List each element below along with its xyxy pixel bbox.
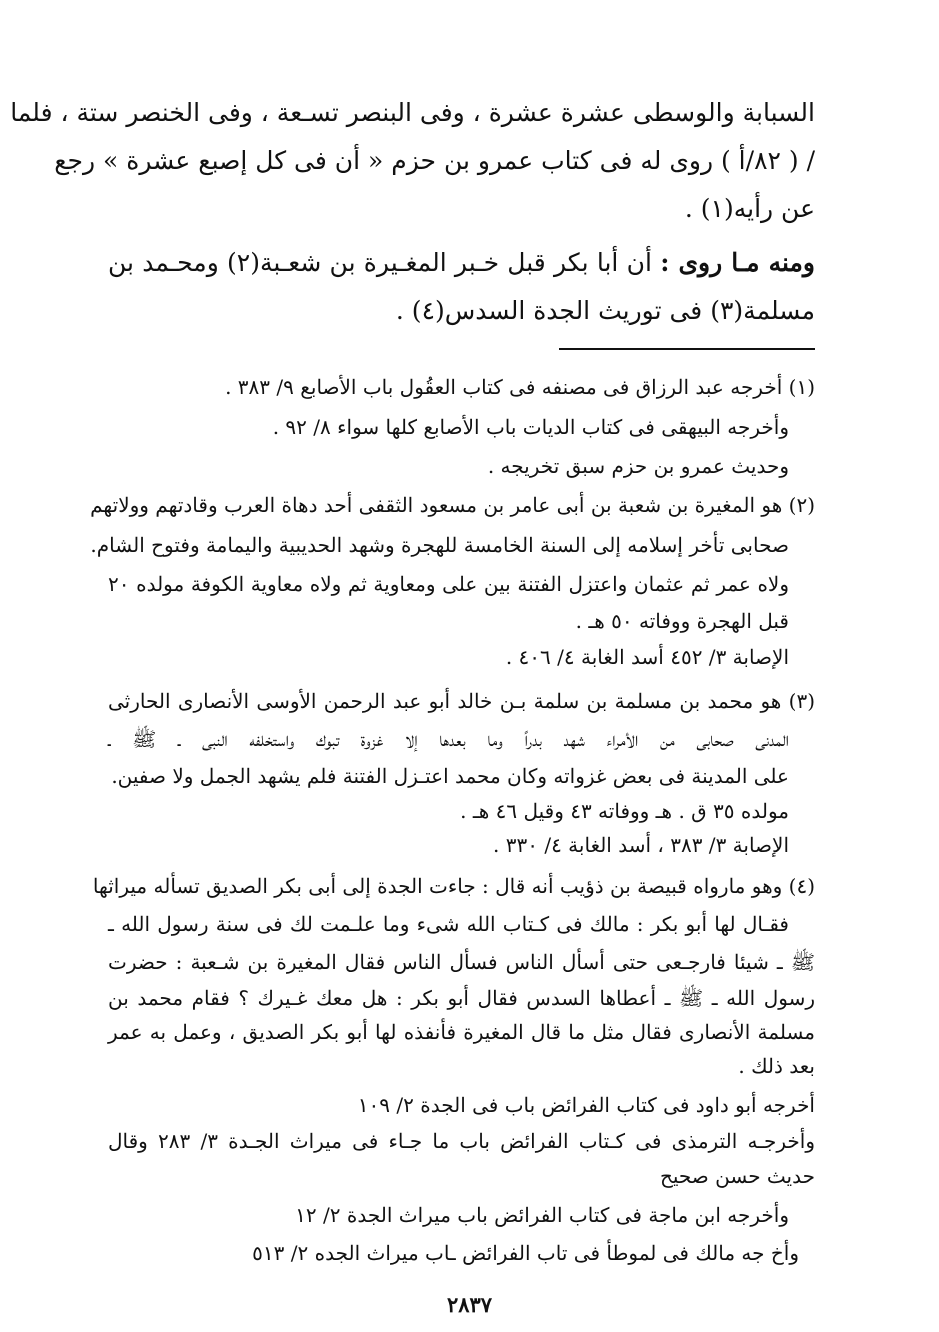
footnote-3-line-5: الإصابة ٣/ ٣٨٣ ، أسد الغابة ٤/ ٣٣٠ . (493, 833, 789, 857)
footnote-1-line-3: وحديث عمرو بن حزم سبق تخريجه . (487, 454, 789, 478)
footnote-2-line-5: الإصابة ٣/ ٤٥٢ أسد الغابة ٤/ ٤٠٦ . (505, 645, 789, 669)
footnote-4-line-8: وأخرجـه الترمذى فى كـتاب الفرائض باب ما جـاء فى ميراث الجـدة ٣/ ٢٨٣ وقال (108, 1129, 816, 1153)
footnote-2-line-3: ولاه عمر ثم عثمان واعتزل الفتنة بين على ومعاوية ثم ولاه معاوية الكوفة مولده ٢٠ (108, 572, 789, 596)
section-lead: ومنه مـا روى : (660, 248, 815, 277)
footnote-4-line-3: ﷺ ـ شيئا فارجـعى حتى أسأل الناس فسأل الناس فقال المغيرة بن شـعبة : حضرت (108, 950, 815, 974)
footnote-4-line-5: مسلمة الأنصارى فقال مثل ما قال المغيرة فأنفذه لها أبو بكر الصديق ، وعمل به عمر (108, 1020, 815, 1044)
footnote-4-line-10: وأخرجه ابن ماجة فى كتاب الفرائض باب ميراث الجدة ٢/ ١٢ (295, 1203, 789, 1227)
body-line-5: مسلمة(٣) فى توريث الجدة السدس(٤) . (395, 296, 815, 325)
footnote-4-line-4: رسول الله ـ ﷺ ـ أعطاها السدس فقال أبو بكر : هل معك غـيرك ؟ فقام محمد بن (108, 986, 815, 1010)
footnote-3-line-4: مولده ٣٥ ق . هـ ووفاته ٤٣ وقيل ٤٦ هـ . (460, 799, 789, 823)
footnote-4-line-7: أخرجه أبو داود فى كتاب الفرائض باب فى الجدة ٢/ ١٠٩ (357, 1093, 815, 1117)
footnote-3-line-3: على المدينة فى بعض غزواته وكان محمد اعتـزل الفتنة فلم يشهد الجمل ولا صفين. (111, 764, 789, 788)
body-line-4 (108, 248, 815, 278)
body-line-1: السبابة والوسطى عشرة عشرة ، وفى البنصر تسـعة ، وفى الخنصر ستة ، فلما (10, 98, 815, 127)
footnote-2-line-1: (٢) هو المغيرة بن شعبة بن أبى عامر بن مسعود الثقفى أحد دهاة العرب وقادتهم وولاتهم (90, 493, 815, 517)
footnote-2-line-2: صحابى تأخر إسلامه إلى السنة الخامسة للهجرة وشهد الحديبية واليمامة وفتوح الشام. (90, 533, 789, 557)
body-line-2: / ( ٨٢/أ ) روى له فى كتاب عمرو بن حزم « أن فى كل إصبع عشرة » رجع (54, 146, 815, 175)
footnote-3-line-2: المدنى صحابى من الأمراء شهد بدراً وما بعدها إلا غزوة تبوك واستخلفه النبى ـ ﷺ ـ (108, 727, 789, 751)
footnote-3-line-1: (٣) هو محمد بن مسلمة بن سلمة بـن خالد أبو عبد الرحمن الأوسى الأنصارى الحارثى (108, 689, 815, 713)
footnote-1-line-2: وأخرجه البيهقى فى كتاب الديات باب الأصابع كلها سواء ٨/ ٩٢ . (272, 415, 789, 439)
footnote-4-line-6: بعد ذلك . (738, 1054, 815, 1078)
page-number: ٢٨٣٧ (446, 1292, 493, 1317)
footnote-1-line-1: (١) أخرجه عبد الرزاق فى مصنفه فى كتاب العقُول باب الأصابع ٩/ ٣٨٣ . (225, 375, 815, 399)
footnote-4-line-9: حديث حسن صحيح (659, 1164, 815, 1188)
body-line-3: عن رأيه(١) . (684, 194, 815, 223)
body-line-4-text: أن أبا بكر قبل خـبر المغـيرة بن شعـبة(٢) ومحـمد بن (108, 248, 652, 277)
footnote-separator (559, 348, 815, 350)
footnote-4-line-2: فقـال لها أبو بكر : مالك فى كـتاب الله شىء وما علـمت لك فى سنة رسول الله ـ (108, 912, 789, 936)
footnote-2-line-4: قبل الهجرة ووفاته ٥٠ هـ . (575, 609, 789, 633)
footnote-4-line-1: (٤) وهو مارواه قبيصة بن ذؤيب أنه قال : جاءت الجدة إلى أبى بكر الصديق تسأله ميراثها (92, 874, 815, 898)
footnote-4-line-11: وأخ جه مالك فى لموطأ فى تاب الفرائض ـاب ميراث الجده ٢/ ٥١٣ (252, 1241, 799, 1265)
